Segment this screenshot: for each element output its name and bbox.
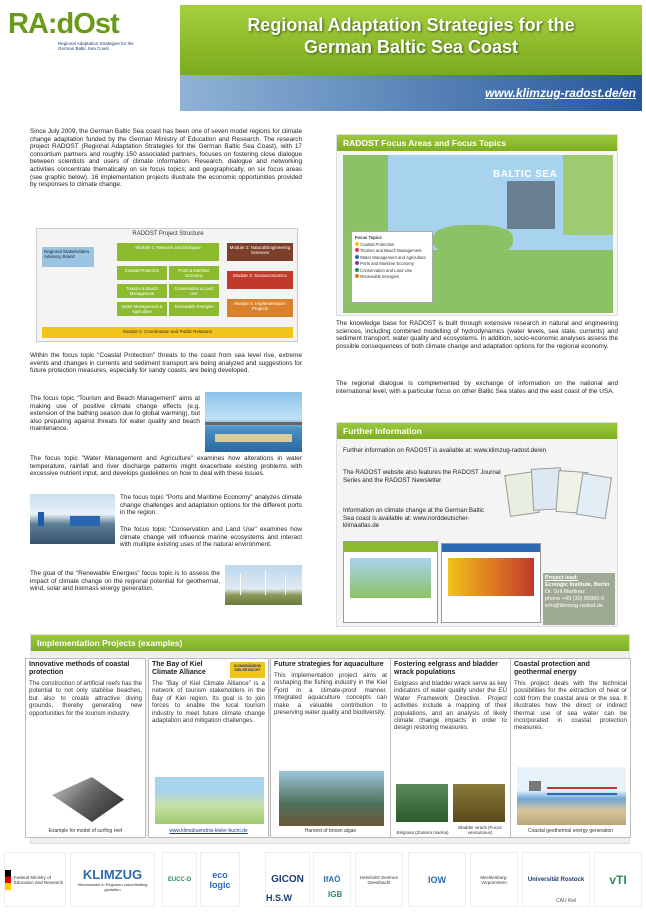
climate-atlas-screenshot bbox=[441, 543, 541, 623]
title-line2: German Baltic Sea Coast bbox=[303, 37, 519, 57]
mv-logo: Mecklenburg-Vorpommern bbox=[470, 852, 518, 907]
focus-energy-text: The goal of the "Renewable Energies" focus topic is to assess the impact of climate change on the regional potential for geothermal, wind, solar and biomass energy generation. bbox=[30, 570, 220, 593]
structure-title: RADOST Project Structure bbox=[132, 231, 204, 237]
igb-logo: IGB bbox=[328, 890, 343, 899]
intro-paragraph: Since July 2009, the German Baltic Sea coast has been one of seven model regions for climate change adaptation funded by the German Ministry of Education and Research. The research project RADOST (Regional Adaptation Strategies for the German Baltic Sea Coast), with 17 consortium partners and roughly 150 associated partners, focuses on fostering close dialogue between scientists and users of climate information. Research, dialogue and networking activities concentrate thematically on six focus topics; and geographically, on six focus areas (see graphic below). 16 implementation projects illustrate the economic opportunities provided by responses to climate change. bbox=[30, 128, 302, 189]
map-legend bbox=[351, 231, 433, 303]
focus-tourism-text: The focus topic "Tourism and Beach Management" aims at making use of positive climate change effects (e.g. extension of the bathing season due to global warming), but also preparing against threats for water quality and beach maintenance. bbox=[30, 395, 200, 433]
logo-subtitle: Regional Adaptation Strategies for the German Baltic Sea Coast bbox=[58, 41, 134, 51]
card-title: Future strategies for aquaculture bbox=[274, 661, 384, 668]
lead-phone: phone +49 (30) 86880-0 bbox=[545, 596, 605, 602]
card-caption[interactable]: www.klimabuendnis-kieler-bucht.de bbox=[169, 828, 248, 834]
klimzug-logo bbox=[70, 852, 155, 907]
reef-model-image bbox=[44, 777, 124, 822]
card-caption: Harvest of brown algae bbox=[304, 828, 357, 834]
card-text: The construction of artificial reefs has the potential to not only stabilise beaches, but also to create attractive diving grounds, thereby generating new opportunities for the tourism industry. bbox=[29, 680, 142, 717]
legend-title: Focus Topics bbox=[355, 235, 382, 240]
pier-photo bbox=[205, 392, 302, 452]
legend-0: Coastal Protection bbox=[360, 241, 395, 247]
logo-text: RA:dOst bbox=[8, 8, 119, 40]
focus-conservation-text: The focus topic "Conservation and Land Use" examines how climate change will influence marine ecosystems and interact with multiple existing uses of the natural environment. bbox=[120, 526, 302, 549]
focus-areas-paragraph2: The regional dialogue is complemented by exchange of information on the national and international level, with a particular focus on other Baltic Sea states and the east coast of the USA. bbox=[336, 380, 618, 395]
harbor-photo bbox=[30, 494, 115, 544]
legend-5: Renewable Energies bbox=[360, 274, 399, 279]
focus-areas-paragraph1: The knowledge base for RADOST is built through extensive research in natural and engineering sciences, including combined modelling of hydrodynamics (water levels, sea state, currents) and sediment transport, water quality and ecosystems. In addition, socio-economic analyses assess the possible consequences of both climate change and adaptation options for the regional economy. bbox=[336, 320, 618, 350]
legend-4: Conservation and Land Use bbox=[360, 267, 413, 273]
kiel-alliance-badge: KLIMABÜNDNIS KIELER BUCHT bbox=[230, 662, 265, 678]
impl-card-reef bbox=[25, 658, 146, 838]
structure-bottom: Module 5: Coordination and Public Relations bbox=[42, 327, 293, 338]
lead-title: Project lead: bbox=[545, 575, 579, 581]
card-text: The "Bay of Kiel Climate Alliance" is a network of tourism stakeholders in the Bay of Kiel region. Its goal is to join forces to enable the local tourism industry to meet future climate change adaptation and mitigation challenges. bbox=[152, 680, 265, 725]
kiel-map-image bbox=[155, 777, 264, 824]
bladder-wrack-photo bbox=[453, 784, 505, 822]
rostock-logo: Universität Rostock bbox=[522, 852, 590, 907]
impl-card-aquaculture bbox=[270, 658, 391, 838]
focus-areas-panel bbox=[336, 134, 618, 316]
card-title: Fostering eelgrass and bladder wrack populations bbox=[394, 661, 498, 676]
further-info-panel bbox=[336, 422, 618, 627]
card-title: Coastal protection and geothermal energy bbox=[514, 661, 590, 676]
structure-focus-1: Ports & Maritime Economy bbox=[169, 266, 219, 280]
ifao-logo: IfAÖ bbox=[313, 852, 351, 907]
structure-focus-3: Conservation & Land Use bbox=[169, 284, 219, 298]
eucc-logo: EUCC-D bbox=[162, 852, 197, 907]
baltic-map bbox=[343, 155, 613, 313]
card-caption: Example for model of surfing reef bbox=[48, 828, 123, 834]
structure-focus-2: Tourism & Beach Management bbox=[117, 284, 167, 298]
lead-name: Dr. Grit Martinez bbox=[545, 589, 586, 595]
vti-logo: vTI bbox=[594, 852, 642, 907]
card-title: Innovative methods of coastal protection bbox=[29, 661, 130, 676]
structure-focus-4: Water Management & Agriculture bbox=[117, 302, 167, 316]
wind-turbines-photo bbox=[225, 565, 302, 605]
eelgrass-photo bbox=[396, 784, 448, 822]
structure-module2: Module 2: Natural/Engineering Sciences bbox=[227, 243, 293, 261]
lead-org: Ecologic Institute, Berlin bbox=[545, 582, 610, 588]
card-text: Eelgrass and bladder wrack serve as key indicators of water quality under the EU Water Framework Directive. Project activities include a mapping of their populations, and an analysis of likely climate change impacts in order to design restoring measures. bbox=[394, 680, 507, 732]
structure-module4: Module 4: Implementation Projects bbox=[227, 299, 293, 317]
implementation-heading: Implementation Projects (examples) bbox=[31, 635, 629, 651]
map-sea-label: BALTIC SEA bbox=[493, 169, 558, 180]
project-structure-diagram bbox=[36, 228, 298, 342]
title-line1: Regional Adaptation Strategies for the bbox=[247, 15, 575, 35]
further-line1: Further information on RADOST is available at: www.klimzug-radost.de/en bbox=[343, 447, 547, 454]
structure-module3: Module 3: Socioeconomics bbox=[227, 271, 293, 289]
card-caption-left: Eelgrass (Zostera marina) bbox=[396, 830, 449, 835]
card-text: This implementation project aims at reshaping the fishing industry in the Kiel Fjord in a climate-proof manner. Integrated aquaculture concepts can make a valuable contribution to preserving water quality and biodiversity. bbox=[274, 672, 387, 717]
header-bar bbox=[0, 0, 646, 112]
structure-focus-5: Renewable Energies bbox=[169, 302, 219, 316]
iow-logo: IOW bbox=[408, 852, 466, 907]
brown-algae-photo bbox=[279, 771, 384, 826]
further-info-heading: Further Information bbox=[337, 423, 617, 439]
structure-left-box: Regional Stakeholders Advisory Board bbox=[42, 247, 94, 267]
helmholtz-logo: Helmholtz-Zentrum Geesthacht bbox=[355, 852, 403, 907]
card-caption-right: Bladder wrack (Fucus vesiculosus) bbox=[458, 825, 502, 835]
card-title: The Bay of Kiel Climate Alliance bbox=[152, 661, 206, 676]
focus-areas-heading: RADOST Focus Areas and Focus Topics bbox=[337, 135, 617, 151]
further-line3: Information on climate change at the German Baltic Sea coast is available at: www.norddeutscher-klimaatlas.de bbox=[343, 507, 485, 530]
radost-logo bbox=[8, 8, 176, 58]
legend-1: Tourism and Beach Management bbox=[360, 248, 422, 253]
card-text: This project deals with the technical possibilities for the extraction of heat or cold from the coastal area or the sea. It illustrates how the direct or indirect thermal use of sea water can be incorporated in coastal protection measures. bbox=[514, 680, 627, 732]
focus-coastal-text: Within the focus topic "Coastal Protection" threats to the coast from sea level rise, extreme events and changes in currents and sediment transport are being analyzed and suggestions for future protection measures, especially for sandy coasts, are being developed. bbox=[30, 352, 302, 375]
legend-2: Water Management and Agriculture bbox=[360, 254, 426, 260]
further-line2: The RADOST website also features the RADOST Journal Series and the RADOST Newsletter bbox=[343, 469, 501, 484]
lead-email[interactable]: info@klimzug-radost.de bbox=[545, 603, 603, 609]
structure-module1: Module 1: Network and Dialogue bbox=[117, 243, 219, 261]
journal-stack bbox=[507, 463, 612, 543]
hsw-logo: H.S.W bbox=[266, 893, 292, 903]
focus-ports-text: The focus topic "Ports and Maritime Economy" analyzes climate change challenges and adaptation options for the different ports in the region. bbox=[120, 494, 302, 517]
page-title bbox=[180, 14, 642, 58]
structure-focus-0: Coastal Protection bbox=[117, 266, 167, 280]
card-caption: Coastal geothermal energy generation bbox=[527, 828, 614, 834]
geothermal-diagram bbox=[517, 767, 626, 825]
kiel-logo: CAU Kiel bbox=[556, 898, 577, 904]
ministry-name: Federal Ministry of Education and Research bbox=[13, 874, 64, 885]
project-lead-box bbox=[543, 573, 615, 625]
website-screenshot bbox=[343, 541, 438, 623]
header-url[interactable]: www.klimzug-radost.de/en bbox=[485, 86, 636, 100]
ecologic-logo: eco logic bbox=[200, 852, 240, 907]
impl-card-kiel bbox=[148, 658, 269, 838]
impl-card-geothermal bbox=[510, 658, 631, 838]
klimzug-sub: Klimawandel in Regionen zukunftsfähig gestalten bbox=[77, 882, 148, 892]
focus-water-text: The focus topic "Water Management and Agriculture" examines how alterations in water temperature, rainfall and river discharge patterns might exacerbate existing problems with excessive nutrient input, and develops guidelines on how to deal with these issues. bbox=[30, 455, 302, 478]
impl-card-eelgrass bbox=[390, 658, 511, 838]
gicon-logo: GICON bbox=[265, 852, 310, 907]
legend-3: Ports and Maritime Economy bbox=[360, 261, 414, 266]
klimzug-name: KLIMZUG bbox=[82, 867, 143, 882]
ministry-logo bbox=[4, 852, 66, 907]
